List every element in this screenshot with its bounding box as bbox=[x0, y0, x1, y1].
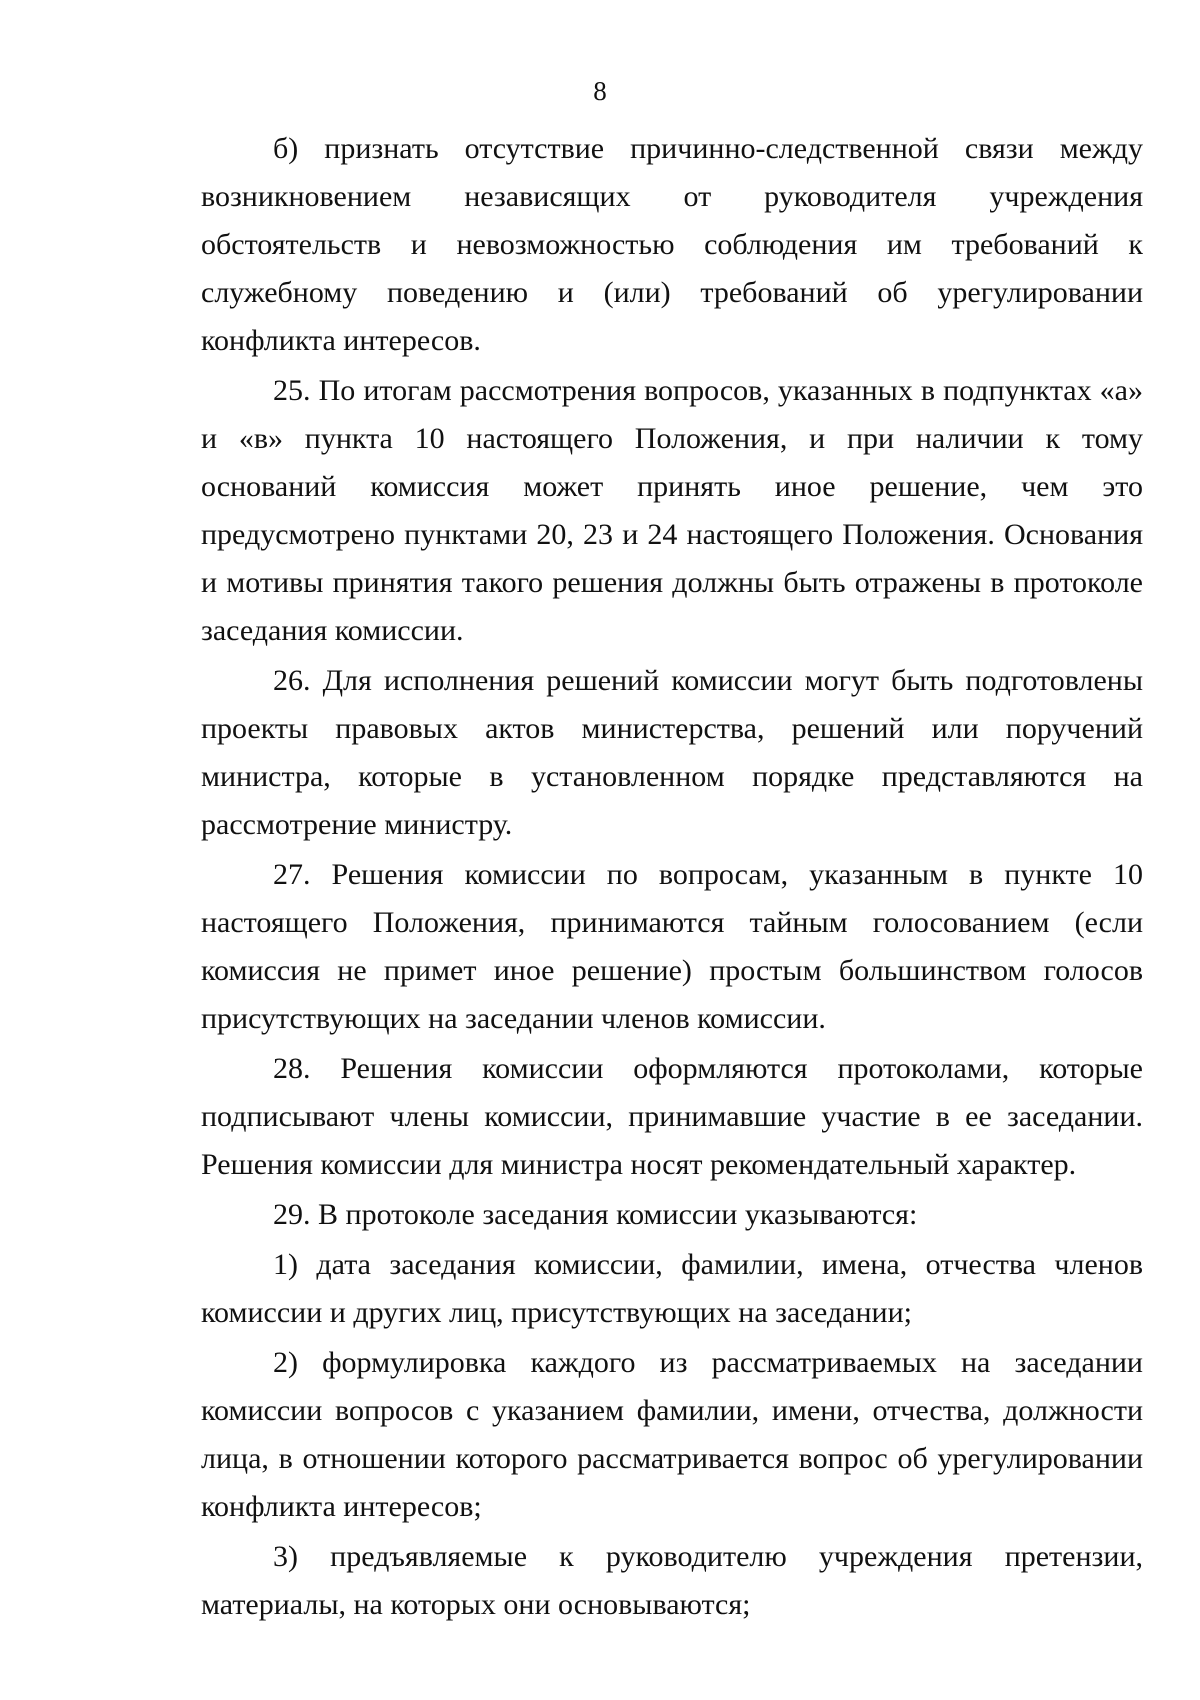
paragraph-25: 25. По итогам рассмотрения вопросов, указанных в подпунктах «а» и «в» пункта 10 настоящего Положения, и при наличии к тому оснований комиссия может принять иное решение, чем это предусмотрено пунктами 20, 23 и 24 настоящего Положения. Основания и мотивы принятия такого решения должны быть отражены в протоколе заседания комиссии. bbox=[201, 374, 1143, 647]
list-item-1: 1) дата заседания комиссии, фамилии, имена, отчества членов комиссии и других лиц, присутствующих на заседании; bbox=[201, 1248, 1143, 1329]
paragraph-28: 28. Решения комиссии оформляются протоколами, которые подписывают члены комиссии, принимавшие участие в ее заседании. Решения комиссии для министра носят рекомендательный характер. bbox=[201, 1052, 1143, 1181]
paragraph-b: б) признать отсутствие причинно-следственной связи между возникновением независящих от руководителя учреждения обстоятельств и невозможностью соблюдения им требований к служебному поведению и (или) требований об урегулировании конфликта интересов. bbox=[201, 132, 1143, 357]
list-item-3: 3) предъявляемые к руководителю учреждения претензии, материалы, на которых они основываются; bbox=[201, 1540, 1143, 1621]
paragraph-27: 27. Решения комиссии по вопросам, указанным в пункте 10 настоящего Положения, принимаются тайным голосованием (если комиссия не примет иное решение) простым большинством голосов присутствующих на заседании членов комиссии. bbox=[201, 858, 1143, 1035]
page-number: 8 bbox=[593, 76, 607, 106]
document-body bbox=[201, 125, 1143, 1631]
paragraph-26: 26. Для исполнения решений комиссии могут быть подготовлены проекты правовых актов министерства, решений или поручений министра, которые в установленном порядке представляются на рассмотрение министру. bbox=[201, 664, 1143, 841]
list-item-2: 2) формулировка каждого из рассматриваемых на заседании комиссии вопросов с указанием фамилии, имени, отчества, должности лица, в отношении которого рассматривается вопрос об урегулировании конфликта интересов; bbox=[201, 1346, 1143, 1523]
paragraph-29: 29. В протоколе заседания комиссии указываются: bbox=[273, 1198, 918, 1231]
